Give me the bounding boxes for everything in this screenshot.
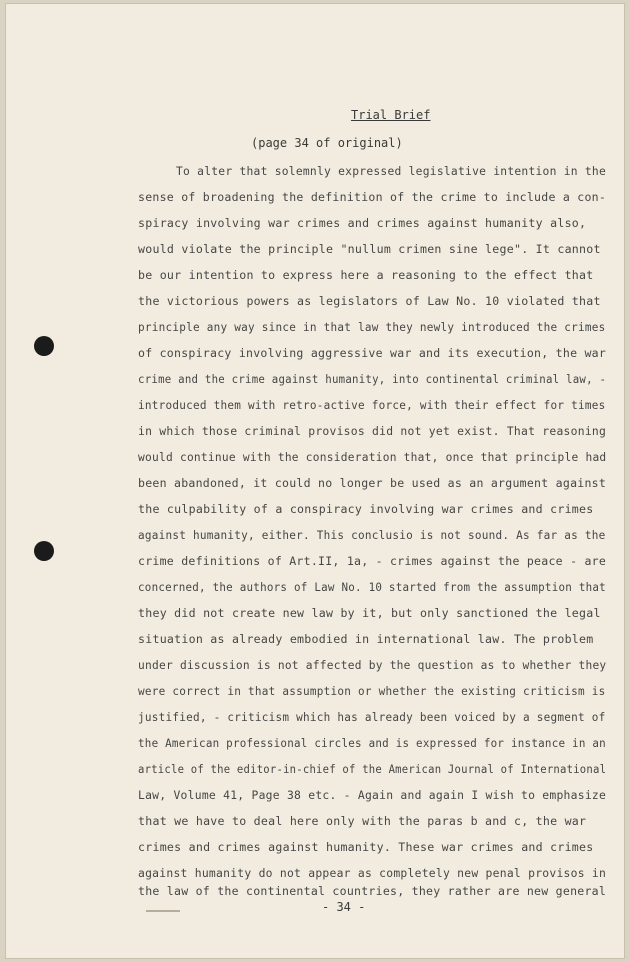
punch-hole-upper <box>34 336 54 356</box>
text-line: against humanity do not appear as completely new penal provisos in <box>138 866 607 880</box>
text-line: situation as already embodied in international law. The problem <box>138 632 594 646</box>
text-line: the American professional circles and is expressed for instance in an <box>138 736 606 750</box>
text-line: sense of broadening the definition of the crime to include a con- <box>138 190 607 204</box>
punch-hole-lower <box>34 541 54 561</box>
page-reference: (page 34 of original) <box>251 136 403 150</box>
text-line: spiracy involving war crimes and crimes against humanity also, <box>138 216 587 230</box>
document-heading: Trial Brief <box>351 108 431 122</box>
ink-mark <box>146 910 180 912</box>
text-line: under discussion is not affected by the question as to whether they <box>138 658 607 672</box>
text-line: To alter that solemnly expressed legislative intention in the <box>176 164 607 178</box>
text-line: against humanity, either. This conclusio is not sound. As far as the <box>138 528 606 542</box>
text-line: would violate the principle "nullum crimen sine lege". It cannot <box>138 242 601 256</box>
text-line: crime and the crime against humanity, into continental criminal law, - <box>138 372 607 386</box>
text-line: be our intention to express here a reasoning to the effect that <box>138 268 594 282</box>
text-line: of conspiracy involving aggressive war and its execution, the war <box>138 346 607 360</box>
text-line: justified, - criticism which has already been voiced by a segment of <box>138 710 606 724</box>
text-line: crimes and crimes against humanity. These war crimes and crimes <box>138 840 594 854</box>
text-line: that we have to deal here only with the paras b and c, the war <box>138 814 587 828</box>
text-line: crime definitions of Art.II, 1a, - crimes against the peace - are <box>138 554 607 568</box>
text-line: Law, Volume 41, Page 38 etc. - Again and again I wish to emphasize <box>138 788 607 802</box>
text-line: they did not create new law by it, but only sanctioned the legal <box>138 606 601 620</box>
page-number: - 34 - <box>322 900 366 914</box>
text-line: the culpability of a conspiracy involving war crimes and crimes <box>138 502 594 516</box>
document-page <box>6 4 624 958</box>
text-line: were correct in that assumption or whether the existing criticism is <box>138 684 606 698</box>
text-line: article of the editor-in-chief of the American Journal of International <box>138 762 607 776</box>
text-line: principle any way since in that law they newly introduced the crimes <box>138 320 606 334</box>
text-line: concerned, the authors of Law No. 10 started from the assumption that <box>138 580 606 594</box>
text-line: would continue with the consideration that, once that principle had <box>138 450 607 464</box>
text-line: the victorious powers as legislators of Law No. 10 violated that <box>138 294 601 308</box>
text-line: been abandoned, it could no longer be used as an argument against <box>138 476 607 490</box>
text-line: the law of the continental countries, they rather are new general <box>138 884 607 898</box>
text-line: in which those criminal provisos did not yet exist. That reasoning <box>138 424 607 438</box>
text-line: introduced them with retro-active force, with their effect for times <box>138 398 606 412</box>
